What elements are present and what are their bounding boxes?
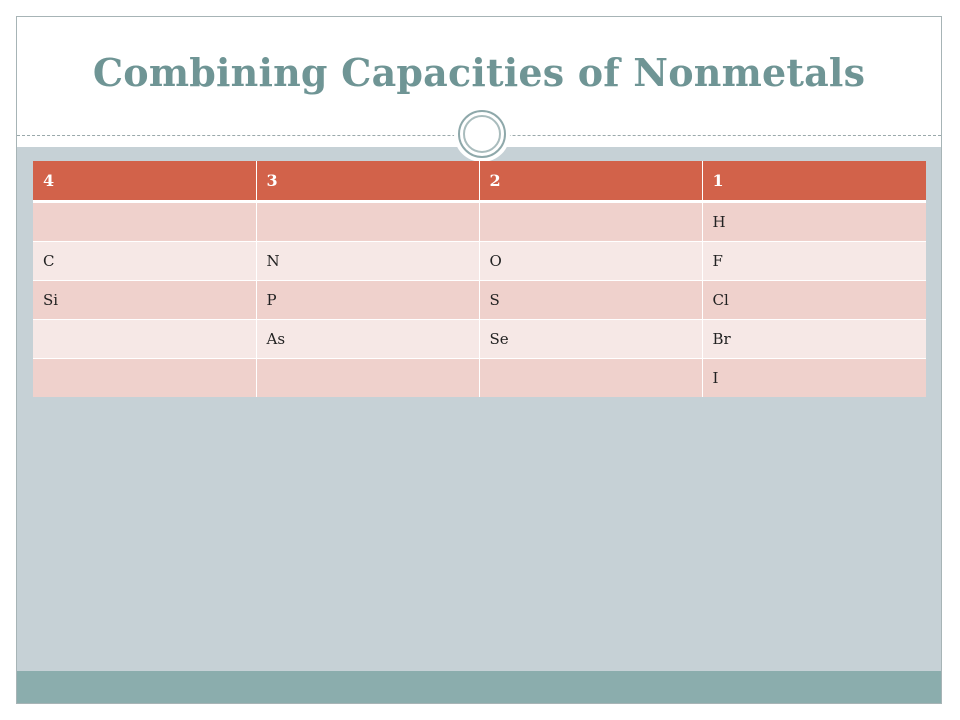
table-cell: Si: [33, 281, 256, 320]
table-cell: [33, 202, 256, 242]
table-cell: [256, 359, 479, 398]
table-cell: [256, 202, 479, 242]
header-cell-capacity-3: 3: [256, 161, 479, 202]
table-cell: C: [33, 242, 256, 281]
double-circle-ornament-icon: [454, 106, 510, 162]
table-cell: [479, 202, 702, 242]
table-row: [33, 320, 926, 359]
footer-band: [17, 671, 941, 703]
ornament-inner-ring: [463, 115, 501, 153]
table-cell: As: [256, 320, 479, 359]
table-cell: [33, 320, 256, 359]
header-cell-capacity-1: 1: [702, 161, 926, 202]
table-cell: Br: [702, 320, 926, 359]
slide-frame: [16, 16, 942, 704]
table-row: [33, 359, 926, 398]
table-cell: S: [479, 281, 702, 320]
combining-capacity-table: [33, 161, 926, 397]
table-cell: O: [479, 242, 702, 281]
table-cell: Se: [479, 320, 702, 359]
table-cell: [479, 359, 702, 398]
table-row: [33, 202, 926, 242]
slide-title: Combining Capacities of Nonmetals: [92, 50, 866, 95]
table-header-row: [33, 161, 926, 202]
header-cell-capacity-4: 4: [33, 161, 256, 202]
table-row: [33, 281, 926, 320]
table-cell: F: [702, 242, 926, 281]
table-cell: H: [702, 202, 926, 242]
table-cell: N: [256, 242, 479, 281]
table-cell: P: [256, 281, 479, 320]
table-cell: [33, 359, 256, 398]
header-cell-capacity-2: 2: [479, 161, 702, 202]
table-row: [33, 242, 926, 281]
table-cell: Cl: [702, 281, 926, 320]
table-cell: I: [702, 359, 926, 398]
